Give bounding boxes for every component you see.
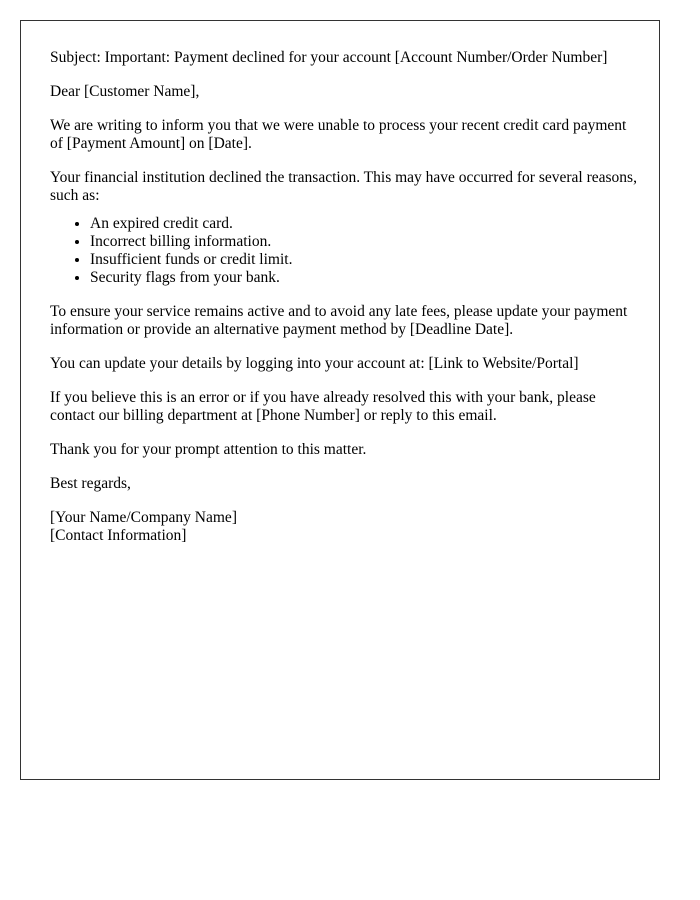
update-link-paragraph: You can update your details by logging into your account at: [Link to Website/Portal] (50, 355, 579, 372)
letter-frame (20, 20, 660, 780)
list-item: • Security flags from your bank. (90, 269, 640, 287)
update-deadline-paragraph: To ensure your service remains active and to avoid any late fees, please update your payment information or provide an alternative payment method by [Deadline Date]. (50, 303, 628, 338)
error-contact-paragraph: If you believe this is an error or if you have already resolved this with your bank, please contact our billing department at [Phone Number] or reply to this email. (50, 389, 596, 424)
thank-you-paragraph: Thank you for your prompt attention to this matter. (50, 441, 367, 458)
letter-body (50, 49, 640, 561)
list-item: • An expired credit card. (90, 215, 640, 233)
signature-name: [Your Name/Company Name] (50, 509, 237, 526)
reasons-intro-paragraph: Your financial institution declined the transaction. This may have occurred for several reasons, such as: (50, 169, 637, 204)
signature-block (50, 509, 640, 545)
list-item: • Insufficient funds or credit limit. (90, 251, 640, 269)
subject-line: Subject: Important: Payment declined for your account [Account Number/Order Number] (50, 49, 608, 66)
greeting: Dear [Customer Name], (50, 83, 200, 100)
list-item: • Incorrect billing information. (90, 233, 640, 251)
closing: Best regards, (50, 475, 131, 492)
signature-contact: [Contact Information] (50, 527, 187, 544)
reasons-list (50, 215, 640, 287)
intro-paragraph: We are writing to inform you that we were unable to process your recent credit card payment of [Payment Amount] on [Date]. (50, 117, 627, 152)
